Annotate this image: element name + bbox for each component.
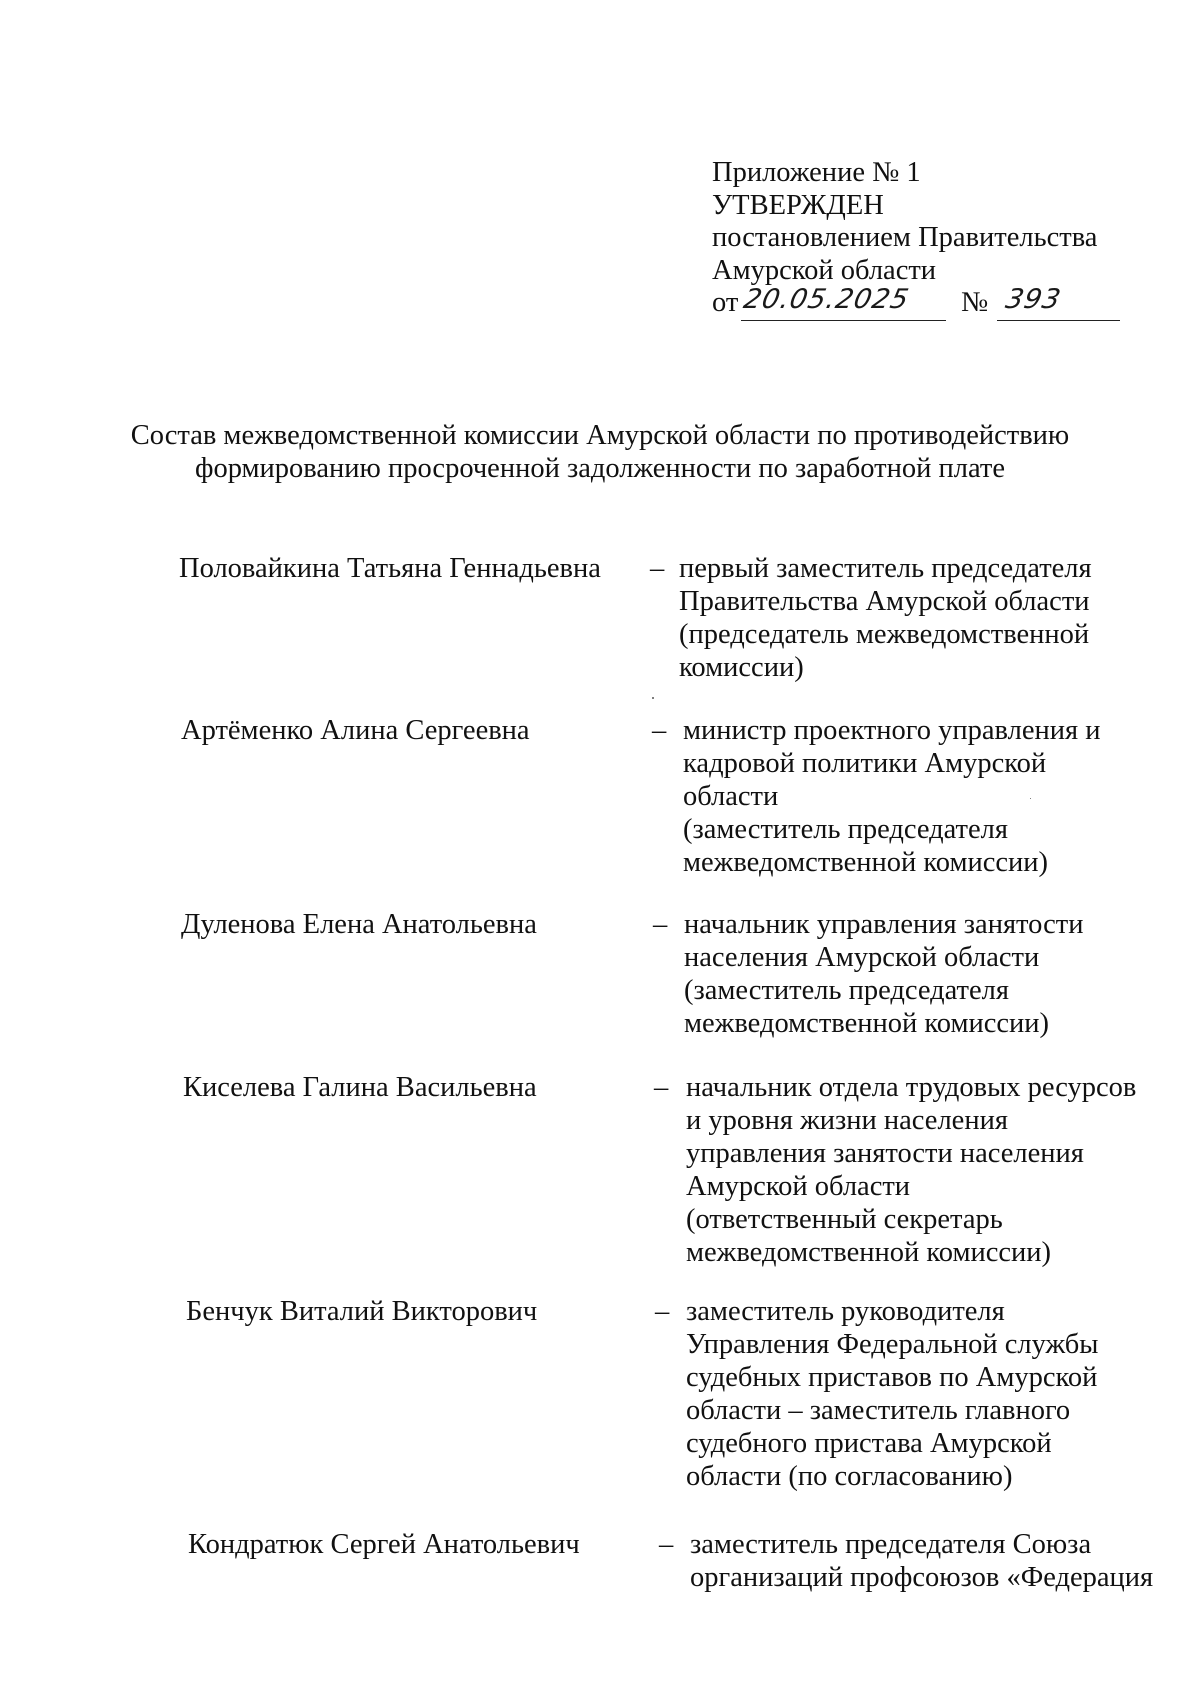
role-line: и уровня жизни населения <box>686 1105 1008 1136</box>
role-line: Амурской области <box>686 1171 911 1202</box>
number-prefix: № <box>961 287 989 318</box>
member-name: Артёменко Алина Сергеевна <box>181 715 530 746</box>
role-line: первый заместитель председателя <box>679 553 1092 584</box>
date-prefix: от <box>712 287 739 318</box>
scan-speck <box>1030 798 1031 799</box>
date-underline <box>741 320 946 321</box>
role-line: межведомственной комиссии) <box>684 1008 1050 1039</box>
member-role <box>686 1295 1098 1493</box>
role-line: межведомственной комиссии) <box>683 847 1049 878</box>
role-line: управления занятости населения <box>686 1138 1084 1169</box>
role-line: межведомственной комиссии) <box>686 1237 1052 1268</box>
role-line: организаций профсоюзов «Федерация <box>690 1562 1154 1593</box>
title-line-2: формированию просроченной задолженности по заработной плате <box>194 453 1005 484</box>
approved-label: УТВЕРЖДЕН <box>712 189 884 221</box>
role-line: министр проектного управления и <box>683 715 1101 746</box>
member-name: Половайкина Татьяна Геннадьевна <box>179 553 601 584</box>
member-role <box>690 1528 1153 1594</box>
role-line: Управления Федеральной службы <box>686 1329 1099 1360</box>
role-line: области – заместитель главного <box>686 1395 1071 1426</box>
role-line: судебных приставов по Амурской <box>686 1362 1098 1393</box>
role-line: кадровой политики Амурской <box>683 748 1047 779</box>
member-dash: – <box>654 1072 669 1103</box>
decree-line-1: постановлением Правительства <box>712 222 1098 253</box>
number-underline <box>997 320 1120 321</box>
role-line: судебного пристава Амурской <box>686 1428 1052 1459</box>
member-name: Бенчук Виталий Викторович <box>186 1296 538 1327</box>
scan-speck <box>652 697 654 699</box>
member-name: Киселева Галина Васильевна <box>183 1072 537 1103</box>
role-line: области <box>683 781 779 812</box>
appendix-label: Приложение № 1 <box>712 157 921 188</box>
member-name: Дуленова Елена Анатольевна <box>181 909 537 940</box>
handwritten-number: 393 <box>1002 284 1065 315</box>
role-line: комиссии) <box>679 652 804 683</box>
document-title <box>100 419 1100 485</box>
decree-line-2: Амурской области <box>712 254 937 286</box>
role-line: начальник управления занятости <box>684 909 1084 940</box>
member-dash: – <box>655 1296 670 1327</box>
decree-reference <box>712 284 1152 321</box>
member-role <box>679 552 1092 684</box>
member-role <box>683 714 1101 879</box>
member-name: Кондратюк Сергей Анатольевич <box>188 1529 580 1560</box>
role-line: населения Амурской области <box>684 942 1040 973</box>
role-line: области (по согласованию) <box>686 1461 1013 1492</box>
handwritten-date: 20.05.2025 <box>740 284 913 315</box>
role-line: начальник отдела трудовых ресурсов <box>686 1072 1137 1103</box>
role-line: (заместитель председателя <box>683 814 1008 845</box>
member-dash: – <box>659 1529 674 1560</box>
member-role <box>684 908 1083 1040</box>
title-line-1: Состав межведомственной комиссии Амурской области по противодействию <box>130 420 1070 451</box>
member-dash: – <box>650 553 665 584</box>
member-dash: – <box>652 715 667 746</box>
role-line: (ответственный секретарь <box>686 1204 1003 1235</box>
approval-block <box>712 157 1152 321</box>
member-role <box>686 1071 1136 1269</box>
role-line: (заместитель председателя <box>684 975 1009 1006</box>
role-line: заместитель председателя Союза <box>690 1529 1092 1560</box>
member-dash: – <box>653 909 668 940</box>
role-line: Правительства Амурской области <box>679 586 1090 617</box>
role-line: заместитель руководителя <box>686 1296 1005 1327</box>
role-line: (председатель межведомственной <box>679 619 1090 650</box>
